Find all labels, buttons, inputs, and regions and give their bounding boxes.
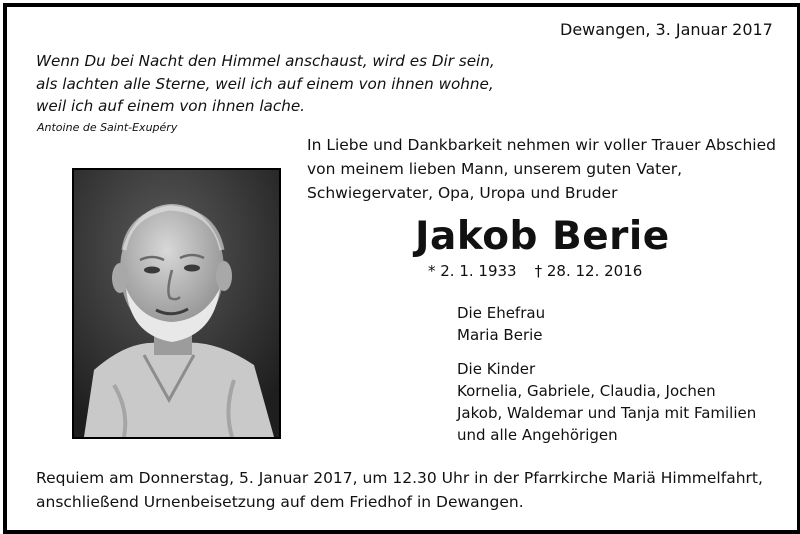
service-line: anschließend Urnenbeisetzung auf dem Friedhof in Dewangen.	[36, 493, 524, 511]
service-notice	[36, 466, 763, 514]
spouse-name: Maria Berie	[457, 326, 543, 344]
quote-author: Antoine de Saint-Exupéry	[37, 121, 178, 134]
children-heading: Die Kinder	[457, 360, 536, 378]
life-dates	[428, 262, 642, 280]
portrait-photo	[72, 168, 281, 439]
quote-line: Wenn Du bei Nacht den Himmel anschaust, wird es Dir sein,	[36, 52, 495, 70]
quote-text	[36, 50, 495, 118]
quote-line: als lachten alle Sterne, weil ich auf einem von ihnen wohne,	[36, 74, 494, 93]
deceased-name: Jakob Berie	[415, 214, 670, 259]
quote-line: weil ich auf einem von ihnen lache.	[36, 97, 305, 115]
birth-date: * 2. 1. 1933	[428, 262, 517, 280]
children-block	[457, 358, 756, 446]
children-line: Kornelia, Gabriele, Claudia, Jochen	[457, 382, 716, 400]
children-line: und alle Angehörigen	[457, 426, 618, 444]
intro-line: In Liebe und Dankbarkeit nehmen wir voller Trauer Abschied	[307, 136, 776, 154]
intro-text	[307, 133, 776, 205]
death-date: † 28. 12. 2016	[534, 262, 643, 280]
spouse-block	[457, 302, 545, 346]
service-line: Requiem am Donnerstag, 5. Januar 2017, um 12.30 Uhr in der Pfarrkirche Mariä Himmelfahrt,	[36, 469, 763, 487]
children-line: Jakob, Waldemar und Tanja mit Familien	[457, 404, 757, 422]
intro-line: von meinem lieben Mann, unserem guten Vater,	[307, 160, 683, 178]
portrait-illustration	[74, 170, 279, 437]
spouse-heading: Die Ehefrau	[457, 304, 546, 322]
date-line: Dewangen, 3. Januar 2017	[560, 20, 773, 39]
intro-line: Schwiegervater, Opa, Uropa und Bruder	[307, 184, 618, 202]
